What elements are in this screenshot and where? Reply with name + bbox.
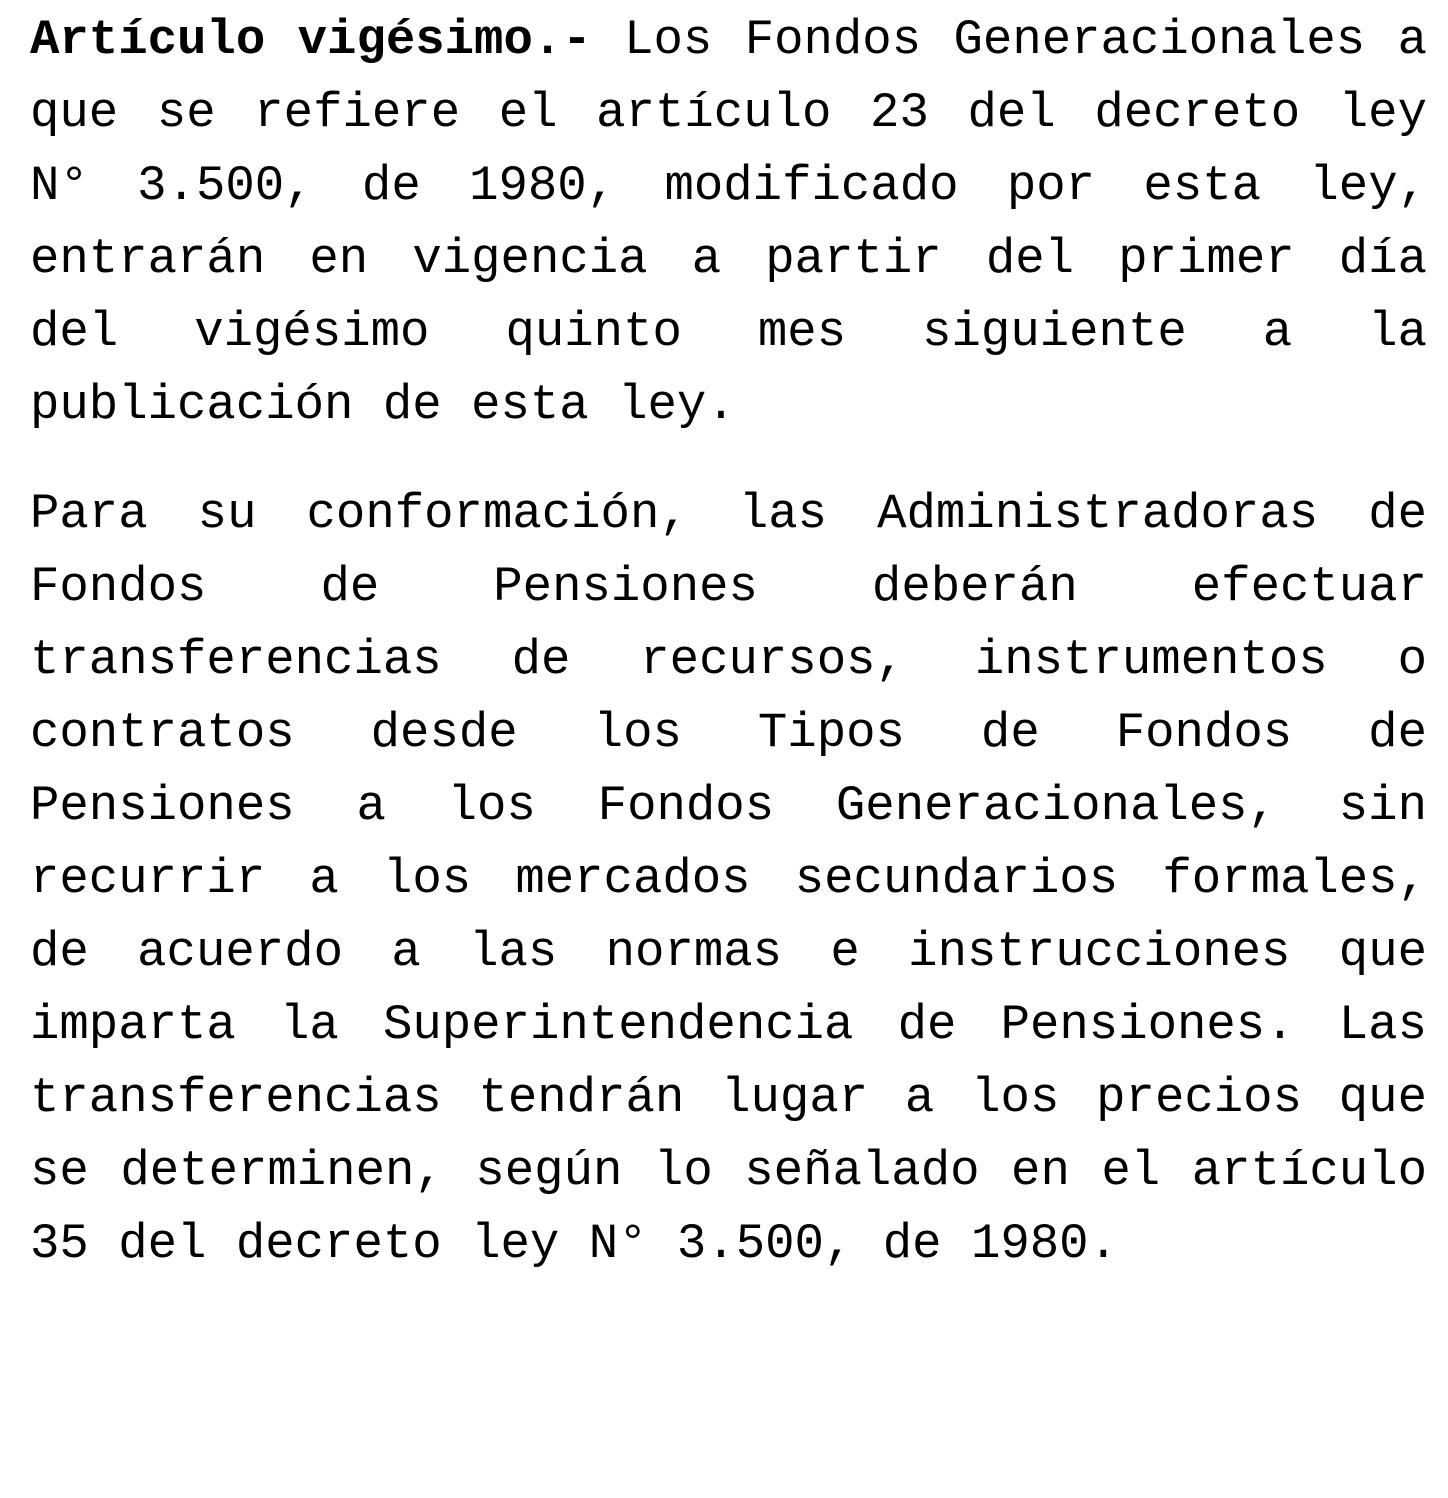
article-heading: Artículo vigésimo.-: [30, 12, 592, 68]
article-paragraph-2: Para su conformación, las Administradoras de Fondos de Pensiones deberán efectuar transferencias de recursos, instrumentos o contratos desde los Tipos de Fondos de Pensiones a los Fondos Generacionales, sin recurrir a los mercados secundarios formales, de acuerdo a las normas e instrucciones que imparta la Superintendencia de Pensiones. Las transferencias tendrán lugar a los precios que se determinen, según lo señalado en el artículo 35 del decreto ley N° 3.500, de 1980.: [30, 486, 1427, 1272]
article-paragraph-1-text: Los Fondos Generacionales a que se refiere el artículo 23 del decreto ley N° 3.500, de 1980, modificado por esta ley, entrarán en vigencia a partir del primer día del vigésimo quinto mes siguiente a la publicación de esta ley.: [30, 12, 1427, 433]
article-paragraph-1: [30, 4, 1427, 442]
document-body: [30, 4, 1427, 1281]
